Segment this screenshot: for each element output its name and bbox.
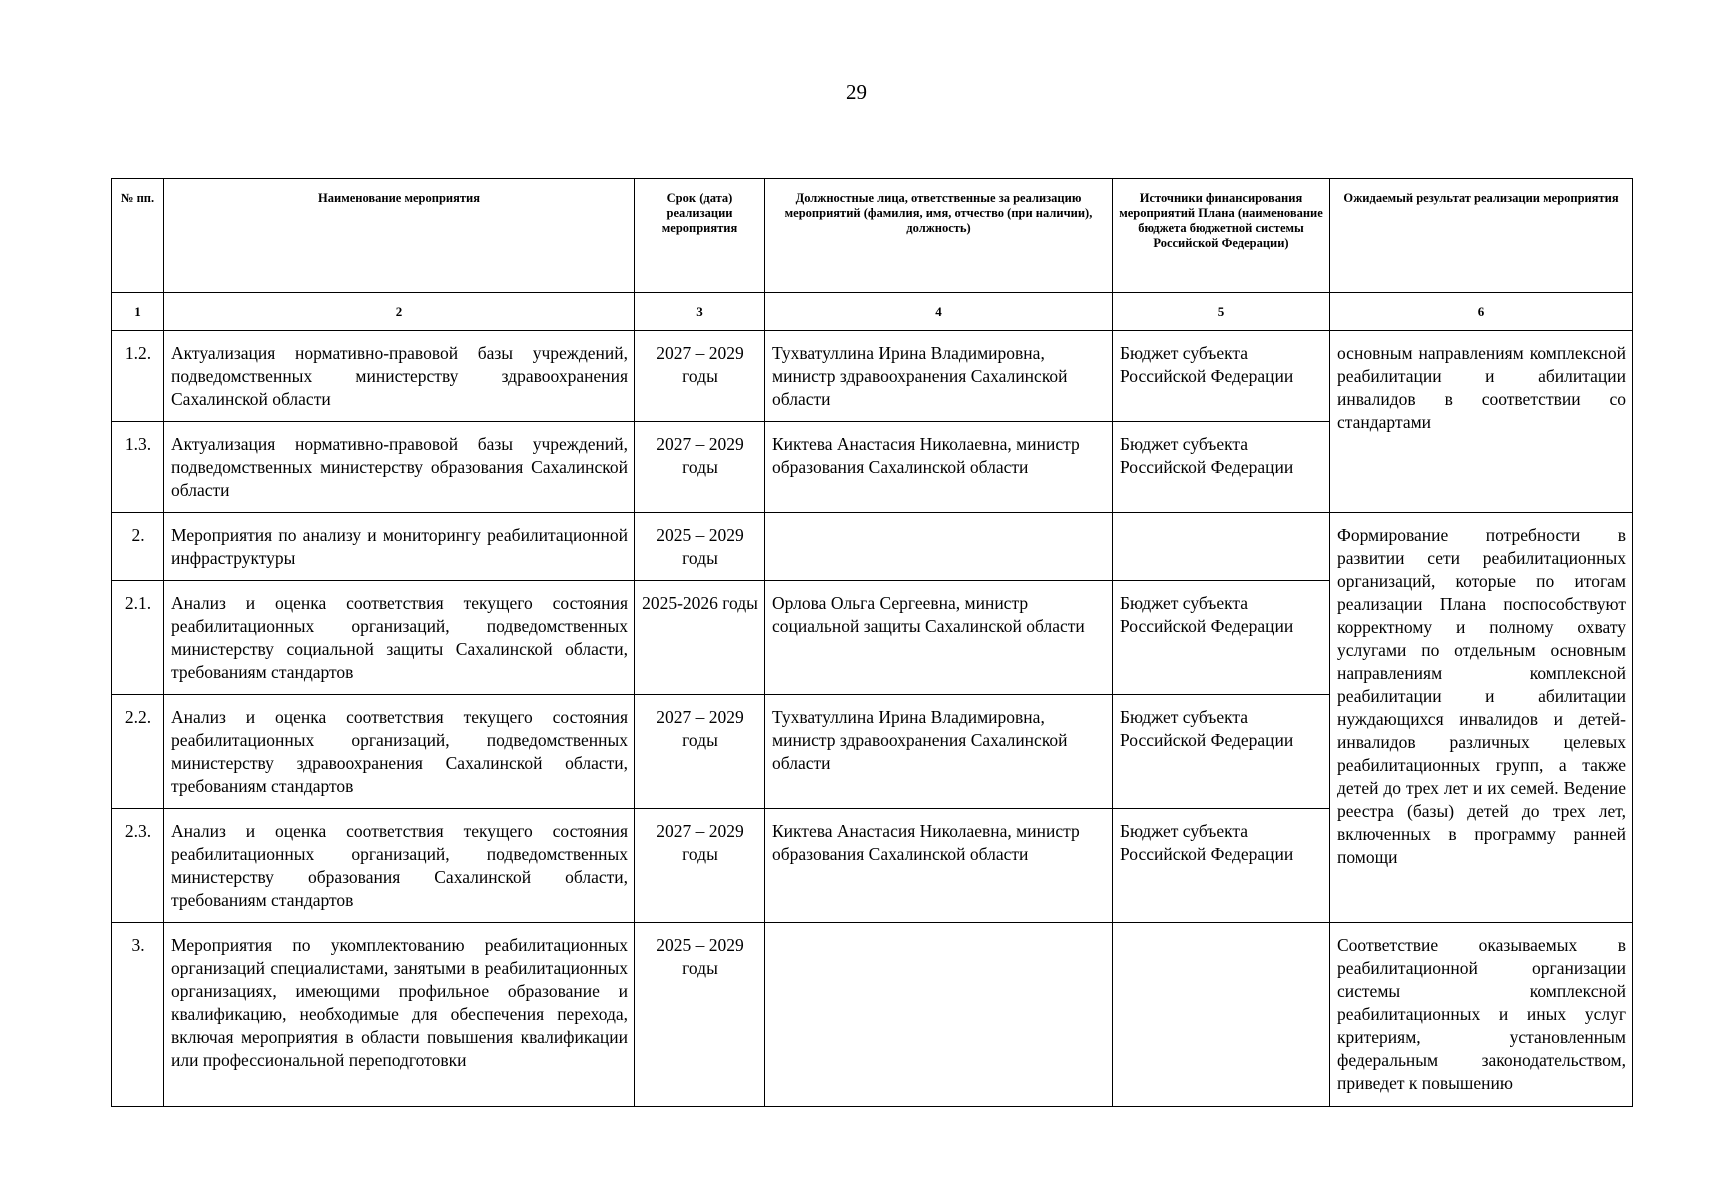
row-source — [1113, 923, 1330, 1107]
row-result: Формирование потребности в развитии сети реабилитационных организаций, которые по итогам реализации Плана поспособствуют корректному и полному охвату услугами по отдельным основным направлениям комплексной реабилитации и абилитации нуждающихся инвалидов и детей-инвалидов различных целевых реабилитационных групп, а также детей до трех лет и их семей. Ведение реестра (базы) детей до трех лет, включенных в программу ранней помощи — [1330, 513, 1633, 923]
column-number-row — [112, 293, 1633, 331]
table-row — [112, 513, 1633, 581]
row-name: Мероприятия по анализу и мониторингу реабилитационной инфраструктуры — [164, 513, 635, 581]
row-name: Анализ и оценка соответствия текущего состояния реабилитационных организаций, подведомственных министерству социальной защиты Сахалинской области, требованиям стандартов — [164, 581, 635, 695]
row-responsible: Киктева Анастасия Николаевна, министр образования Сахалинской области — [765, 422, 1113, 513]
row-source — [1113, 513, 1330, 581]
row-source: Бюджет субъекта Российской Федерации — [1113, 422, 1330, 513]
header-name: Наименование мероприятия — [164, 179, 635, 293]
row-term: 2027 – 2029 годы — [635, 422, 765, 513]
row-number: 2.3. — [112, 809, 164, 923]
column-number: 4 — [765, 293, 1113, 331]
row-number: 2.1. — [112, 581, 164, 695]
row-number: 1.3. — [112, 422, 164, 513]
header-num: № пп. — [112, 179, 164, 293]
row-number: 3. — [112, 923, 164, 1107]
row-source: Бюджет субъекта Российской Федерации — [1113, 331, 1330, 422]
row-name: Мероприятия по укомплектованию реабилитационных организаций специалистами, занятыми в реабилитационных организациях, имеющими профильное образование и квалификацию, необходимые для обеспечения перехода, включая мероприятия в области повышения квалификации или профессиональной переподготовки — [164, 923, 635, 1107]
column-number: 1 — [112, 293, 164, 331]
row-source: Бюджет субъекта Российской Федерации — [1113, 809, 1330, 923]
header-row — [112, 179, 1633, 293]
row-responsible: Орлова Ольга Сергеевна, министр социальной защиты Сахалинской области — [765, 581, 1113, 695]
row-responsible: Тухватуллина Ирина Владимировна, министр здравоохранения Сахалинской области — [765, 695, 1113, 809]
table-row — [112, 923, 1633, 1107]
row-term: 2027 – 2029 годы — [635, 331, 765, 422]
column-number: 5 — [1113, 293, 1330, 331]
row-term: 2025 – 2029 годы — [635, 513, 765, 581]
header-term: Срок (дата) реализации мероприятия — [635, 179, 765, 293]
header-result: Ожидаемый результат реализации мероприятия — [1330, 179, 1633, 293]
row-responsible: Тухватуллина Ирина Владимировна, министр здравоохранения Сахалинской области — [765, 331, 1113, 422]
row-responsible — [765, 513, 1113, 581]
row-term: 2027 – 2029 годы — [635, 695, 765, 809]
row-term: 2025 – 2029 годы — [635, 923, 765, 1107]
row-name: Анализ и оценка соответствия текущего состояния реабилитационных организаций, подведомственных министерству здравоохранения Сахалинской области, требованиям стандартов — [164, 695, 635, 809]
header-source: Источники финансирования мероприятий Плана (наименование бюджета бюджетной системы Российской Федерации) — [1113, 179, 1330, 293]
row-name: Анализ и оценка соответствия текущего состояния реабилитационных организаций, подведомственных министерству образования Сахалинской области, требованиям стандартов — [164, 809, 635, 923]
row-number: 1.2. — [112, 331, 164, 422]
table-row — [112, 331, 1633, 422]
page-number: 29 — [846, 80, 867, 104]
row-result: основным направлениям комплексной реабилитации и абилитации инвалидов в соответствии со стандартами — [1330, 331, 1633, 513]
column-number: 2 — [164, 293, 635, 331]
row-name: Актуализация нормативно-правовой базы учреждений, подведомственных министерству образования Сахалинской области — [164, 422, 635, 513]
row-term: 2027 – 2029 годы — [635, 809, 765, 923]
row-name: Актуализация нормативно-правовой базы учреждений, подведомственных министерству здравоохранения Сахалинской области — [164, 331, 635, 422]
row-number: 2.2. — [112, 695, 164, 809]
row-responsible — [765, 923, 1113, 1107]
plan-table — [111, 178, 1633, 1107]
column-number: 3 — [635, 293, 765, 331]
row-term: 2025-2026 годы — [635, 581, 765, 695]
row-source: Бюджет субъекта Российской Федерации — [1113, 695, 1330, 809]
row-result: Соответствие оказываемых в реабилитационной организации системы комплексной реабилитационных и иных услуг критериям, установленным федеральным законодательством, приведет к повышению — [1330, 923, 1633, 1107]
row-responsible: Киктева Анастасия Николаевна, министр образования Сахалинской области — [765, 809, 1113, 923]
column-number: 6 — [1330, 293, 1633, 331]
header-responsible: Должностные лица, ответственные за реализацию мероприятий (фамилия, имя, отчество (при наличии), должность) — [765, 179, 1113, 293]
row-number: 2. — [112, 513, 164, 581]
row-source: Бюджет субъекта Российской Федерации — [1113, 581, 1330, 695]
